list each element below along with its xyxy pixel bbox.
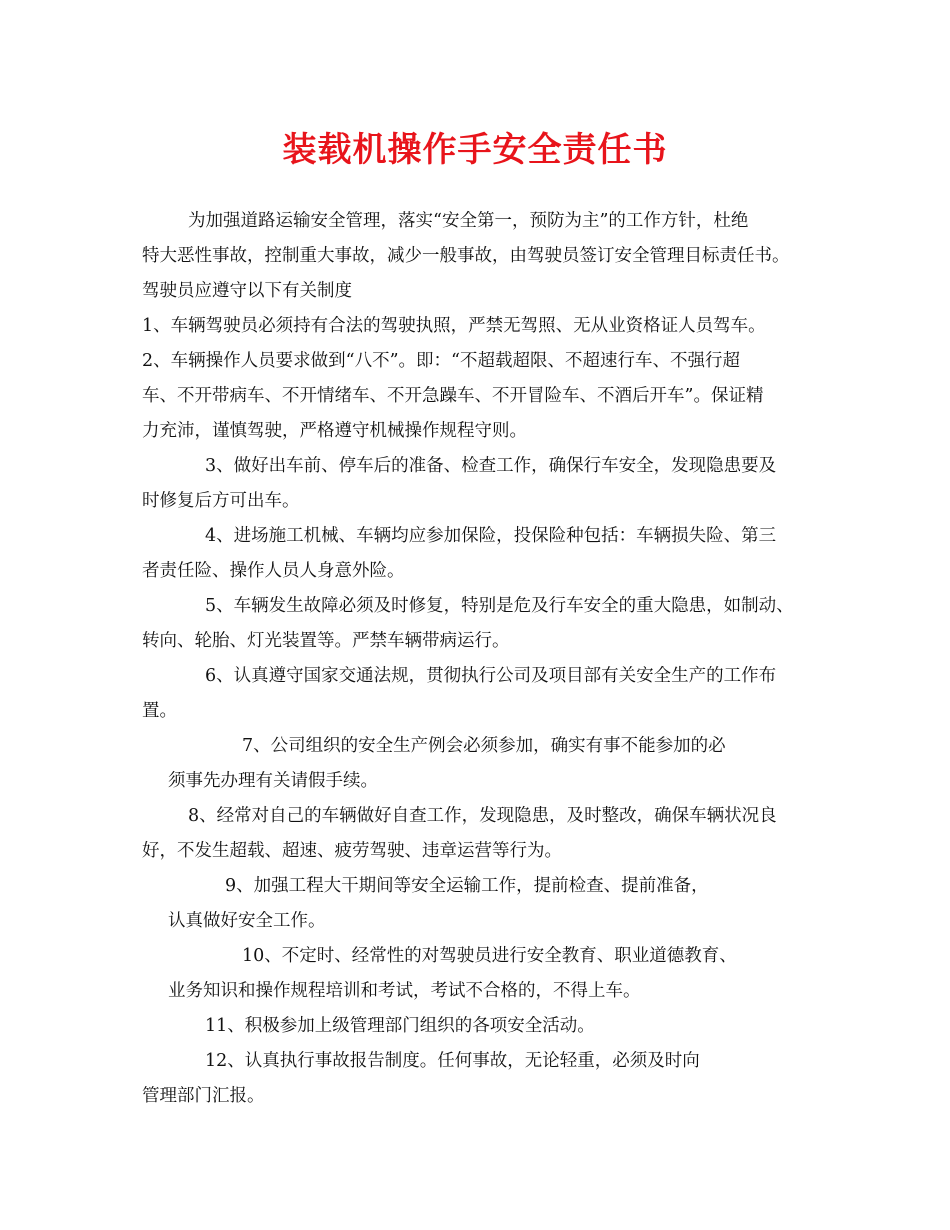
text-line: 7、公司组织的安全生产例会必须参加，确实有事不能参加的必 [242, 736, 726, 756]
text-line: 好，不发生超载、超速、疲劳驾驶、违章运营等行为。 [142, 841, 562, 861]
text-line: 车、不开带病车、不开情绪车、不开急躁车、不开冒险车、不酒后开车”。保证精 [142, 386, 764, 406]
text-line: 须事先办理有关请假手续。 [168, 771, 378, 791]
text-line: 5、车辆发生故障必须及时修复，特别是危及行车安全的重大隐患，如制动、 [205, 596, 794, 616]
text-line: 2、车辆操作人员要求做到“八不”。即：“不超载超限、不超速行车、不强行超 [142, 351, 740, 371]
text-line: 驾驶员应遵守以下有关制度 [142, 281, 352, 301]
text-line: 9、加强工程大干期间等安全运输工作，提前检查、提前准备， [225, 876, 709, 896]
text-line: 管理部门汇报。 [142, 1086, 265, 1106]
text-line: 置。 [142, 701, 177, 721]
text-line: 转向、轮胎、灯光装置等。严禁车辆带病运行。 [142, 631, 510, 651]
text-line: 时修复后方可出车。 [142, 491, 300, 511]
text-line: 6、认真遵守国家交通法规，贯彻执行公司及项目部有关安全生产的工作布 [205, 666, 777, 686]
text-line: 为加强道路运输安全管理，落实“安全第一，预防为主”的工作方针，杜绝 [188, 211, 749, 231]
text-line: 认真做好安全工作。 [168, 911, 326, 931]
text-line: 8、经常对自己的车辆做好自查工作，发现隐患，及时整改，确保车辆状况良 [188, 806, 777, 826]
text-line: 特大恶性事故，控制重大事故，减少一般事故，由驾驶员签订安全管理目标责任书。 [142, 246, 790, 266]
text-line: 10、不定时、经常性的对驾驶员进行安全教育、职业道德教育、 [242, 946, 737, 966]
text-line: 3、做好出车前、停车后的准备、检查工作，确保行车安全，发现隐患要及 [205, 456, 777, 476]
text-line: 1、车辆驾驶员必须持有合法的驾驶执照，严禁无驾照、无从业资格证人员驾车。 [142, 316, 766, 336]
text-line: 业务知识和操作规程培训和考试，考试不合格的，不得上车。 [168, 981, 641, 1001]
text-line: 11、积极参加上级管理部门组织的各项安全活动。 [205, 1016, 595, 1036]
text-line: 4、进场施工机械、车辆均应参加保险，投保险种包括：车辆损失险、第三 [205, 526, 777, 546]
document-title: 装载机操作手安全责任书 [282, 130, 668, 170]
text-line: 12、认真执行事故报告制度。任何事故，无论轻重，必须及时向 [205, 1051, 700, 1071]
text-line: 者责任险、操作人员人身意外险。 [142, 561, 405, 581]
text-line: 力充沛，谨慎驾驶，严格遵守机械操作规程守则。 [142, 421, 527, 441]
